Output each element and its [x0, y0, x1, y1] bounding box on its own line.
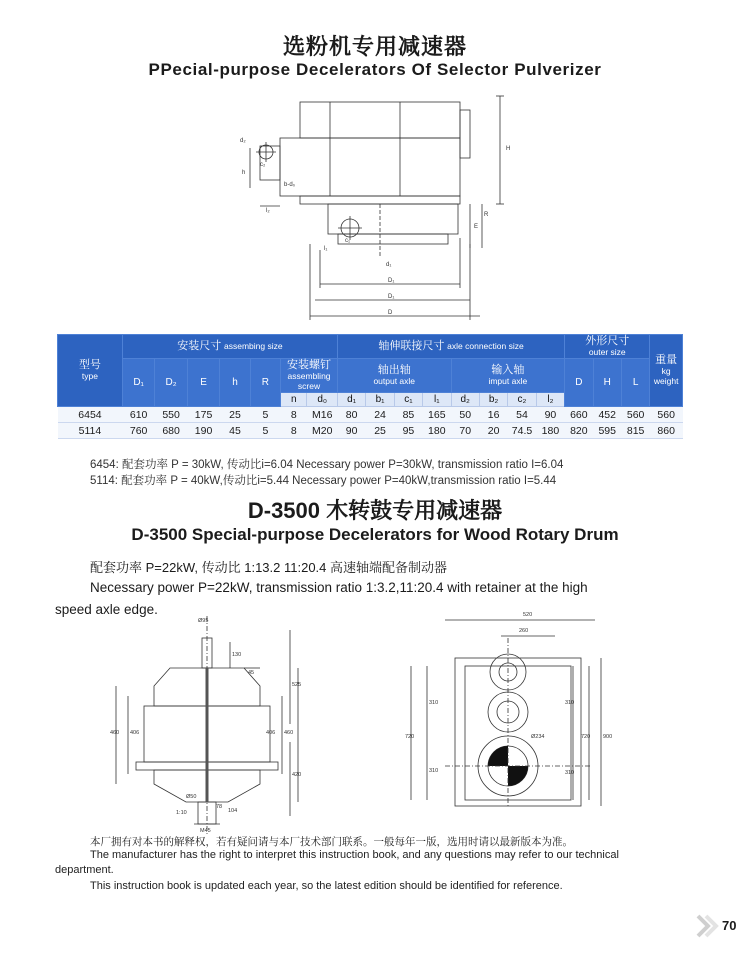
col-c1: c₁: [394, 393, 422, 407]
col-n: n: [281, 393, 307, 407]
cell: 90: [536, 407, 564, 423]
cell: 595: [593, 423, 621, 439]
drum-decelerator-side-drawing: [110, 612, 320, 834]
dim-taper: 1:10: [176, 810, 187, 816]
col-H: H: [593, 359, 621, 407]
col-R: R: [250, 359, 280, 407]
cell: 560: [650, 407, 683, 423]
cell: 20: [479, 423, 507, 439]
dim-d1: d₁: [386, 262, 392, 268]
head-axle-cn: 轴伸联接尺寸: [378, 339, 445, 353]
cell: 860: [650, 423, 683, 439]
head-input-en: imput axle: [488, 375, 528, 386]
cell: 5: [250, 407, 280, 423]
col-l2: l₂: [536, 393, 564, 407]
dim-D1: D₁: [388, 278, 395, 284]
cell: 560: [621, 407, 649, 423]
cell: 8: [281, 423, 307, 439]
cell: 70: [451, 423, 479, 439]
dim-260: 260: [519, 628, 529, 634]
dim-R: R: [484, 212, 489, 218]
head-type-en: type: [81, 370, 98, 381]
dim-310-d: 310: [565, 770, 575, 776]
dim-DL: D₁: [388, 294, 395, 300]
cell: 16: [479, 407, 507, 423]
cell: 25: [220, 407, 250, 423]
cell: 815: [621, 423, 649, 439]
cell: 180: [536, 423, 564, 439]
cell: 90: [337, 423, 365, 439]
cell: 760: [122, 423, 154, 439]
dim-M45: M45: [200, 828, 211, 834]
cell: 680: [155, 423, 187, 439]
col-h: h: [220, 359, 250, 407]
dim-310-b: 310: [429, 768, 439, 774]
cell: 5: [250, 423, 280, 439]
section-desc-cn: 配套功率 P=22kW, 传动比 1:13.2 11:20.4 高速轴端配备制动器: [90, 560, 447, 575]
dim-d234: Ø234: [531, 734, 545, 740]
cell: 45: [220, 423, 250, 439]
head-screw-cn: 安装螺钉: [287, 358, 332, 372]
spec-table: [57, 334, 683, 439]
head-output-cn: 轴出轴: [377, 363, 411, 377]
col-d1: d₁: [337, 393, 365, 407]
col-d2: d₂: [451, 393, 479, 407]
dim-525: 525: [292, 682, 302, 688]
dim-bd: b-d₀: [284, 182, 296, 188]
cell: 50: [451, 407, 479, 423]
cell: 24: [366, 407, 394, 423]
head-outer-cn: 外形尺寸: [585, 334, 630, 348]
dim-460-right: 460: [284, 730, 294, 736]
table-row: [58, 407, 683, 423]
footer-note-en-1: The manufacturer has the right to interpret this instruction book, and any questions may refer to our technical: [90, 849, 619, 861]
col-E: E: [187, 359, 219, 407]
cell: 550: [155, 407, 187, 423]
page-title-cn: 选粉机专用减速器: [282, 35, 467, 60]
section-desc-en-2: speed axle edge.: [55, 602, 158, 617]
cell: 610: [122, 407, 154, 423]
head-input-cn: 输入轴: [491, 363, 525, 377]
col-D1: D₁: [122, 359, 154, 407]
dim-406-right: 406: [266, 730, 276, 736]
col-D: D: [565, 359, 593, 407]
cell: 190: [187, 423, 219, 439]
col-l1: l₁: [423, 393, 451, 407]
dim-460-left: 460: [110, 730, 120, 736]
dim-d2: d₂: [240, 138, 246, 144]
dim-c1: c₁: [345, 238, 351, 244]
page-chevron-icon: [696, 912, 720, 940]
dim-45: 45: [248, 670, 255, 676]
housing-top: [300, 102, 460, 138]
dim-720-right: 720: [581, 734, 591, 740]
head-axle-en: axle connection size: [447, 341, 524, 352]
drum-decelerator-front-drawing: [405, 608, 620, 826]
head-install-cn: 安装尺寸: [177, 339, 222, 353]
section-title-cn: D-3500 木转鼓专用减速器: [247, 498, 503, 523]
col-D2: D₂: [155, 359, 187, 407]
dim-l1: l₁: [324, 246, 328, 252]
cell: 175: [187, 407, 219, 423]
dim-l2: l₂: [266, 208, 270, 214]
dim-c2: c₂: [260, 162, 266, 168]
page-title-en: PPecial-purpose Decelerators Of Selector Pulverizer: [148, 60, 602, 79]
section-desc-en-1: Necessary power P=22kW, transmission ratio 1:3.2,11:20.4 with retainer at the high: [90, 580, 588, 595]
dim-130: 130: [232, 652, 242, 658]
cell: 85: [394, 407, 422, 423]
footer-note-en-2: department.: [55, 864, 114, 876]
dim-d50: Ø50: [186, 794, 197, 800]
cell: 74.5: [508, 423, 536, 439]
dim-900: 900: [603, 734, 613, 740]
dim-520: 520: [523, 612, 533, 618]
section-title-en: D-3500 Special-purpose Decelerators for Wood Rotary Drum: [131, 525, 619, 544]
cell: 660: [565, 407, 593, 423]
cell: 8: [281, 407, 307, 423]
head-outer-en: outer size: [588, 346, 626, 357]
dim-310-a: 310: [429, 700, 439, 706]
dim-H: H: [506, 146, 511, 152]
head-screw-en: assembling screw: [287, 371, 331, 391]
cell: 5114: [58, 423, 123, 439]
cell: 820: [565, 423, 593, 439]
footer-note-cn: 本厂拥有对本书的解释权，若有疑问请与本厂技术部门联系。一般每年一版，选用时请以最新版本为准。: [90, 836, 573, 848]
head-type-cn: 型号: [78, 358, 101, 372]
cell: 452: [593, 407, 621, 423]
dim-104: 104: [228, 808, 238, 814]
dim-420: 420: [292, 772, 302, 778]
cell: M16: [307, 407, 337, 423]
col-L: L: [621, 359, 649, 407]
cell: 80: [337, 407, 365, 423]
cell: 95: [394, 423, 422, 439]
power-note-5114: 5114: 配套功率 P = 40kW,传动比i=5.44 Necessary power P=40kW,transmission ratio I=5.44: [90, 475, 557, 487]
power-note-6454: 6454: 配套功率 P = 30kW, 传动比i=6.04 Necessary power P=30kW, transmission ratio I=6.04: [90, 459, 564, 471]
head-weight-cn: 重量: [655, 353, 678, 367]
head-weight-en: kg weight: [653, 366, 679, 386]
footer-note-en-3: This instruction book is updated each year, so the latest edition should be identified for reference.: [90, 880, 563, 892]
col-b1: b₁: [366, 393, 394, 407]
dim-D: D: [388, 310, 393, 316]
cell: 180: [423, 423, 451, 439]
table-row: [58, 423, 683, 439]
cell: 54: [508, 407, 536, 423]
dim-310-c: 310: [565, 700, 575, 706]
col-d0: d₀: [307, 393, 337, 407]
cell: 165: [423, 407, 451, 423]
dim-h: h: [242, 170, 246, 176]
head-install-en: assembing size: [224, 341, 283, 352]
dim-78: 78: [216, 804, 223, 810]
page-number: 70: [722, 918, 737, 933]
dim-406-left: 406: [130, 730, 140, 736]
col-c2: c₂: [508, 393, 536, 407]
cell: 6454: [58, 407, 123, 423]
col-b2: b₂: [479, 393, 507, 407]
dim-d95: Ø95: [198, 618, 209, 624]
dim-720-left: 720: [405, 734, 415, 740]
housing-body: [280, 138, 460, 196]
selector-decelerator-drawing: [220, 88, 520, 328]
cell: 25: [366, 423, 394, 439]
head-output-en: output axle: [373, 375, 416, 386]
cell: M20: [307, 423, 337, 439]
dim-E: E: [474, 224, 479, 230]
